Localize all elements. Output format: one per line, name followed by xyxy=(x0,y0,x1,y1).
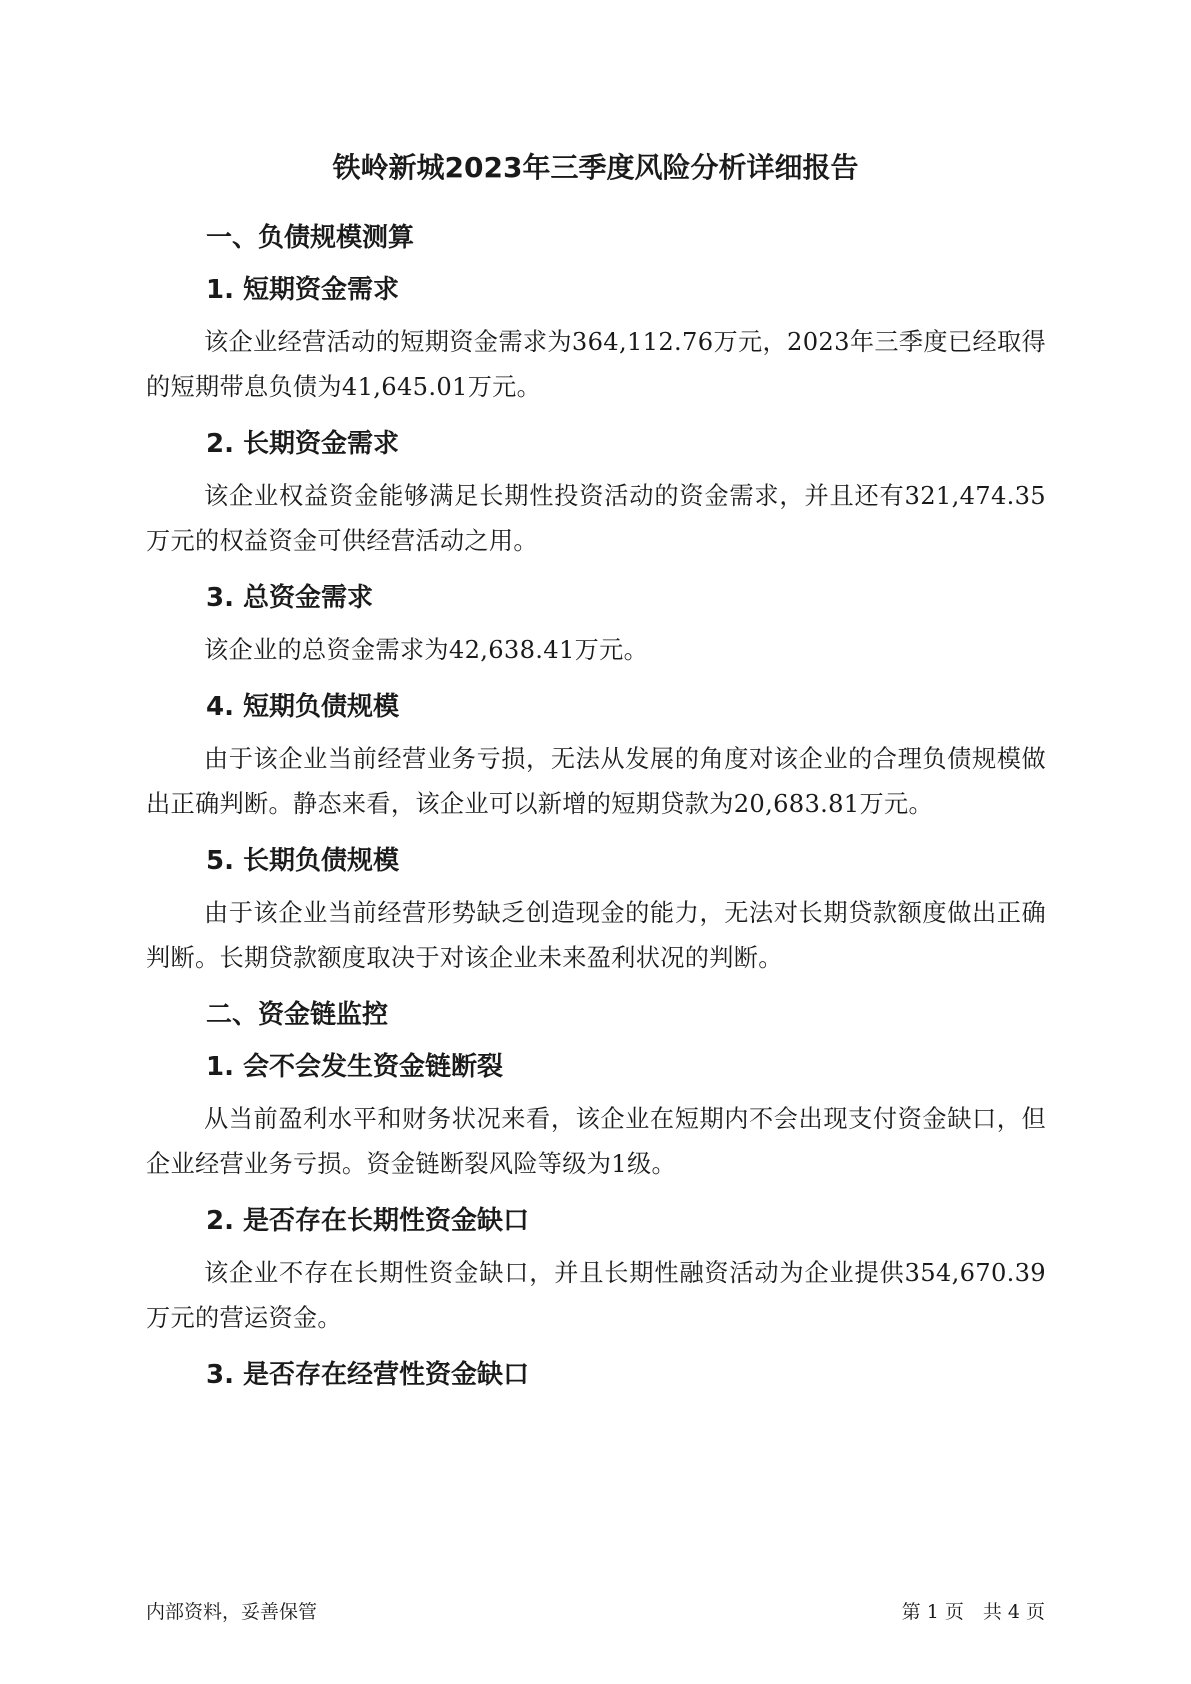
section-heading: 二、资金链监控 xyxy=(206,1000,389,1030)
paragraph: 该企业的总资金需求为42,638.41万元。 xyxy=(204,636,649,664)
section-heading: 一、负债规模测算 xyxy=(206,223,415,253)
subsection-heading: 2. 长期资金需求 xyxy=(206,429,400,459)
paragraph: 由于该企业当前经营形势缺乏创造现金的能力，无法对长期贷款额度做出正确判断。长期贷款额度取决于对该企业未来盈利状况的判断。 xyxy=(146,899,1046,972)
subsection-heading: 5. 长期负债规模 xyxy=(206,846,400,876)
subsection-heading: 4. 短期负债规模 xyxy=(206,692,400,722)
footer-page-number: 第 1 页 共 4 页 xyxy=(901,1601,1045,1623)
paragraph: 该企业经营活动的短期资金需求为364,112.76万元，2023年三季度已经取得的短期带息负债为41,645.01万元。 xyxy=(146,328,1046,401)
subsection-heading: 2. 是否存在长期性资金缺口 xyxy=(206,1206,530,1236)
paragraph: 由于该企业当前经营业务亏损，无法从发展的角度对该企业的合理负债规模做出正确判断。静态来看，该企业可以新增的短期贷款为20,683.81万元。 xyxy=(146,745,1046,818)
section-cash-chain xyxy=(146,995,1046,1395)
paragraph: 从当前盈利水平和财务状况来看，该企业在短期内不会出现支付资金缺口，但企业经营业务亏损。资金链断裂风险等级为1级。 xyxy=(146,1105,1046,1178)
section-debt-scale xyxy=(146,218,1046,981)
subsection-heading: 3. 是否存在经营性资金缺口 xyxy=(206,1360,530,1390)
subsection-heading: 3. 总资金需求 xyxy=(206,583,374,613)
footer-confidential-note: 内部资料，妥善保管 xyxy=(146,1601,318,1623)
subsection-heading: 1. 会不会发生资金链断裂 xyxy=(206,1052,504,1082)
subsection-heading: 1. 短期资金需求 xyxy=(206,275,400,305)
document-body xyxy=(146,218,1046,1405)
document-title: 铁岭新城2023年三季度风险分析详细报告 xyxy=(332,151,859,184)
paragraph: 该企业不存在长期性资金缺口，并且长期性融资活动为企业提供354,670.39万元的营运资金。 xyxy=(146,1259,1046,1332)
paragraph: 该企业权益资金能够满足长期性投资活动的资金需求，并且还有321,474.35万元的权益资金可供经营活动之用。 xyxy=(146,482,1046,555)
